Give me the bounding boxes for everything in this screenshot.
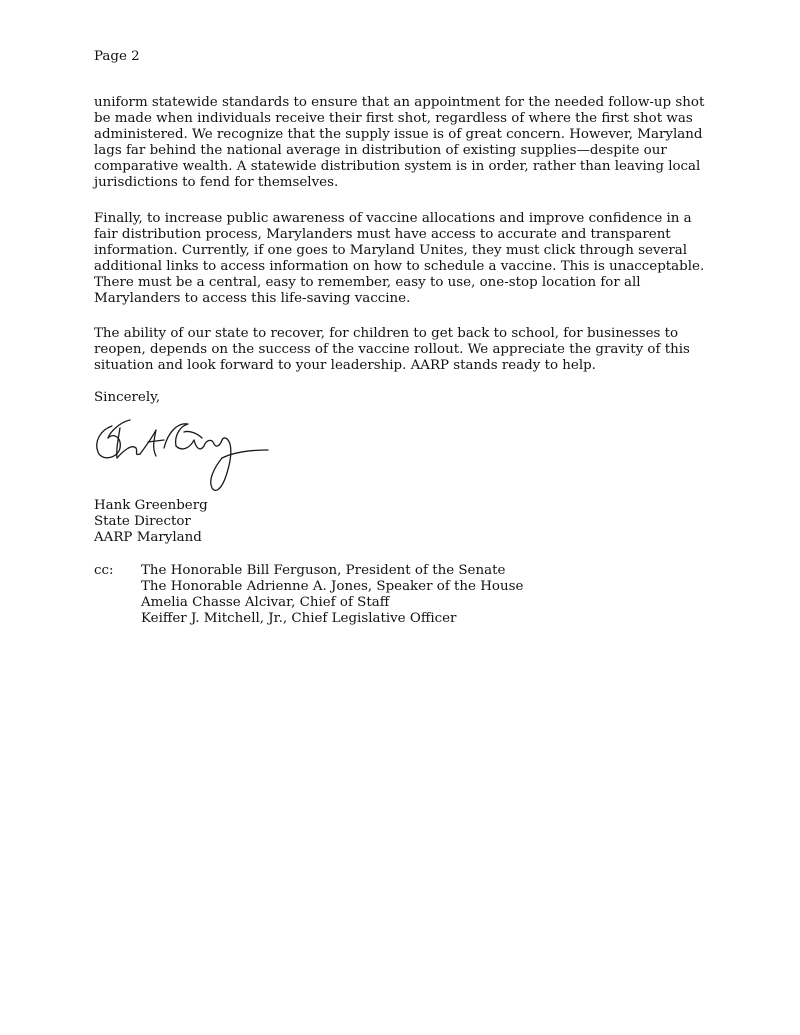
handwritten-signature (90, 412, 275, 498)
cc-recipient: Keiffer J. Mitchell, Jr., Chief Legislative Officer (141, 611, 457, 626)
page-number: Page 2 (94, 49, 140, 64)
cc-label: cc: (94, 563, 114, 578)
signature-block (94, 498, 208, 546)
closing: Sincerely, (94, 390, 161, 405)
cc-recipient: The Honorable Bill Ferguson, President of the Senate (141, 563, 506, 578)
body-paragraph-3: The ability of our state to recover, for children to get back to school, for businesses to reopen, depends on the success of the vaccine rollout. We appreciate the gravity of this situation and look forward to your leadership. AARP stands ready to help. (94, 326, 690, 373)
cc-recipient: The Honorable Adrienne A. Jones, Speaker of the House (141, 579, 524, 594)
cc-recipient: Amelia Chasse Alcivar, Chief of Staff (141, 595, 390, 610)
signatory-organization: AARP Maryland (94, 530, 202, 545)
signatory-title: State Director (94, 514, 191, 529)
body-paragraph-2: Finally, to increase public awareness of vaccine allocations and improve confidence in a fair distribution process, Marylanders must have access to accurate and transparent information. Currently, if one goes to Maryland Unites, they must click through several additional links to access information on how to schedule a vaccine. This is unacceptable. There must be a central, easy to remember, easy to use, one-stop location for all Marylanders to access this life-saving vaccine. (94, 211, 705, 306)
body-paragraph-1: uniform statewide standards to ensure that an appointment for the needed follow-up shot be made when individuals receive their first shot, regardless of where the first shot was administered. We recognize that the supply issue is of great concern. However, Maryland lags far behind the national average in distribution of existing supplies—despite our comparative wealth. A statewide distribution system is in order, rather than leaving local jurisdictions to fend for themselves. (94, 95, 705, 190)
signatory-name: Hank Greenberg (94, 498, 208, 513)
cc-list (141, 563, 561, 627)
